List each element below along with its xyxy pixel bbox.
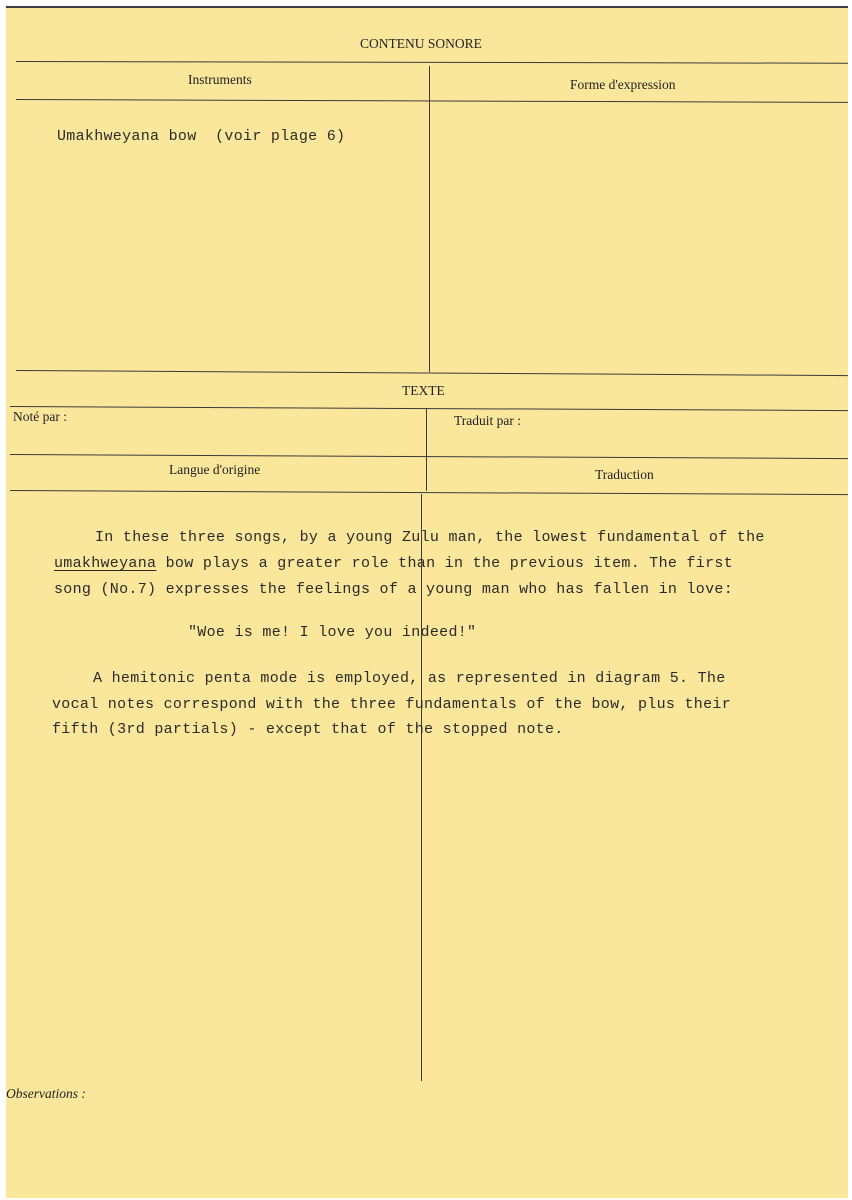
traduit-par-label: Traduit par : — [454, 413, 521, 428]
body-line: fifth (3rd partials) - except that of the stopped note. — [52, 721, 564, 738]
underlined-word: umakhweyana — [54, 555, 157, 572]
forme-expression-header: Forme d'expression — [570, 77, 676, 92]
quote-line: "Woe is me! I love you indeed!" — [188, 624, 477, 641]
body-line-rest: bow plays a greater role than in the previous item. The first — [156, 555, 734, 572]
contenu-sonore-title: CONTENU SONORE — [360, 36, 482, 51]
instruments-header: Instruments — [188, 72, 252, 87]
divider — [16, 99, 848, 103]
divider — [16, 370, 848, 376]
column-divider — [426, 456, 427, 491]
traduction-header: Traduction — [595, 467, 654, 482]
body-line — [54, 555, 733, 572]
body-line: A hemitonic penta mode is employed, as represented in diagram 5. The — [93, 670, 726, 687]
divider — [10, 454, 848, 459]
body-line: In these three songs, by a young Zulu man, the lowest fundamental of the — [95, 529, 765, 546]
divider — [16, 61, 848, 64]
column-divider — [426, 408, 427, 456]
column-divider — [429, 66, 430, 372]
divider — [10, 406, 848, 411]
langue-origine-header: Langue d'origine — [169, 462, 261, 477]
observations-label: Observations : — [6, 1086, 86, 1101]
note-par-label: Noté par : — [13, 409, 67, 424]
form-card — [6, 6, 848, 1198]
body-line: vocal notes correspond with the three fundamentals of the bow, plus their — [52, 696, 732, 713]
instrument-entry: Umakhweyana bow (voir plage 6) — [57, 128, 346, 145]
texte-title: TEXTE — [402, 383, 445, 398]
body-line: song (No.7) expresses the feelings of a young man who has fallen in love: — [54, 581, 734, 598]
divider — [10, 490, 848, 495]
